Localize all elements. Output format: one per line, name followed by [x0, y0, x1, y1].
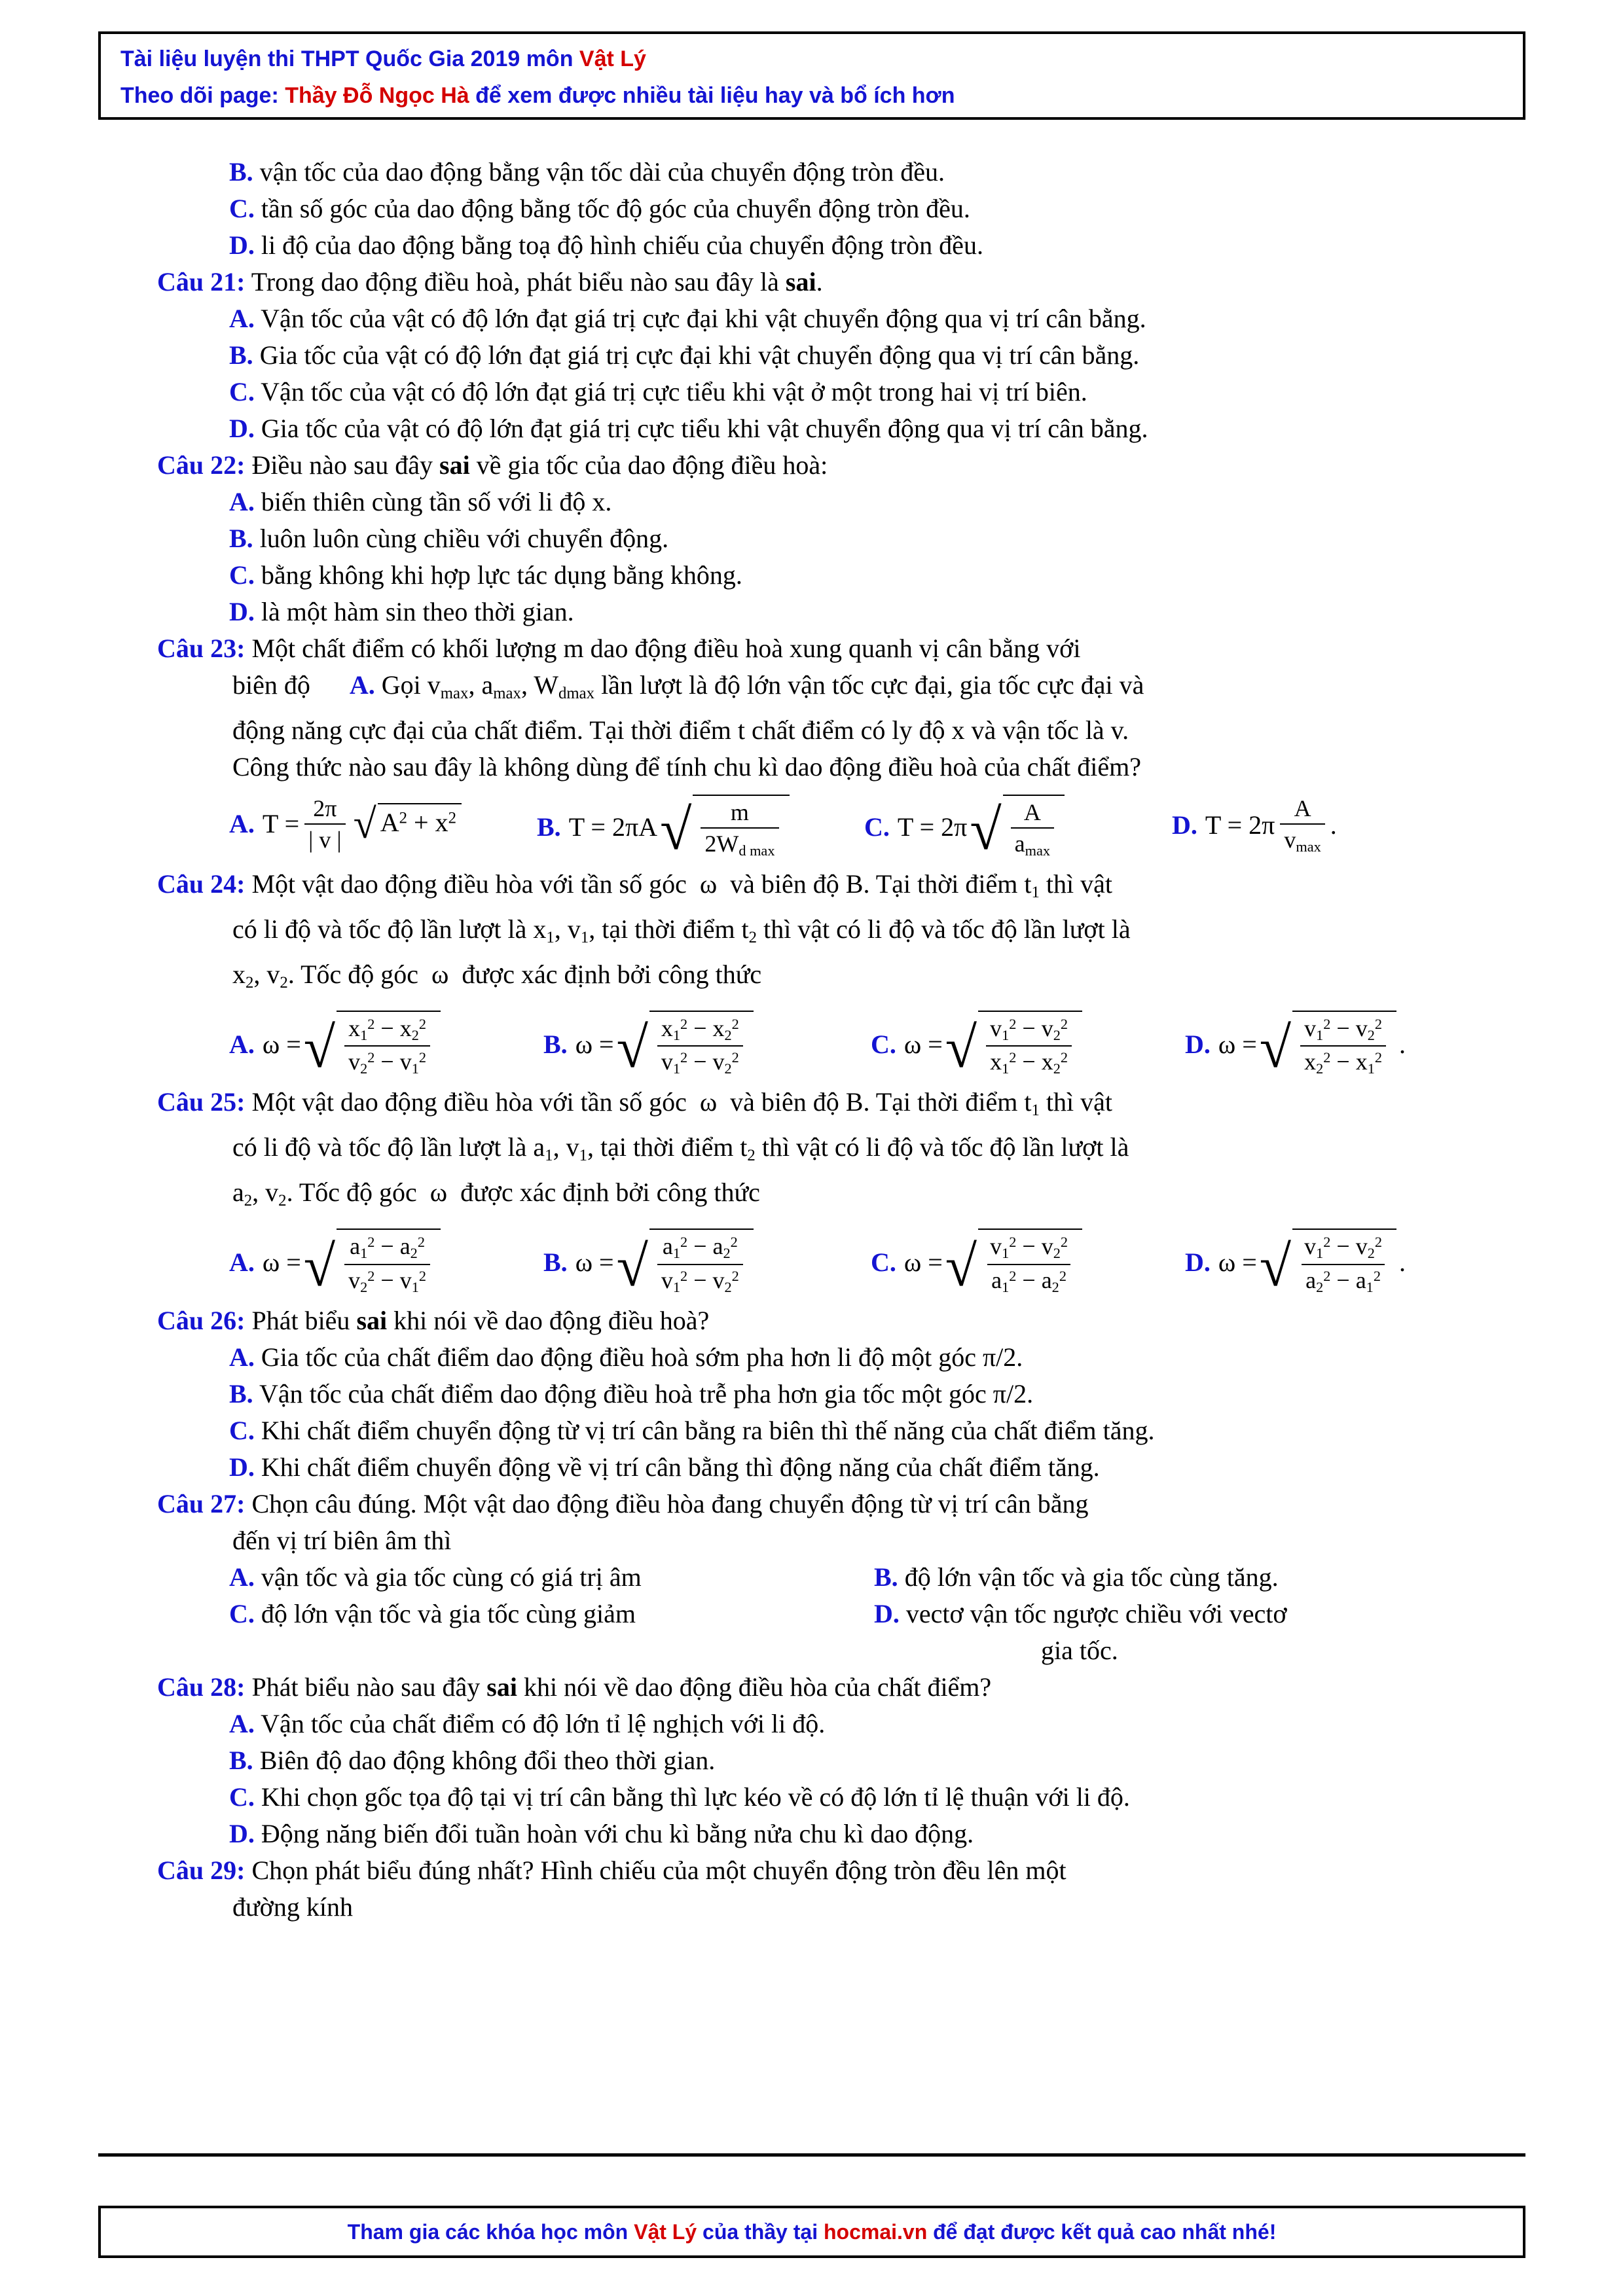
sqrt [303, 1011, 441, 1081]
option-label: B. [229, 1378, 253, 1408]
formula-option-b [543, 1229, 871, 1299]
header-line-2 [120, 77, 1523, 114]
option-row [98, 300, 1532, 337]
option-row [98, 1816, 1532, 1852]
radical-sign: √ [303, 1016, 336, 1081]
option-text: Biên độ dao động không đổi theo thời gian. [259, 1745, 716, 1775]
question-heading-22 [98, 447, 1532, 484]
fraction [657, 1014, 743, 1077]
fraction: $\frac{A}{v_{max}}$ [1280, 795, 1324, 855]
option-text: Động năng biến đổi tuần hoàn với chu kì bằng nửa chu kì dao động. [261, 1818, 974, 1848]
option-row [98, 1706, 1532, 1742]
option-text: Khi chọn gốc tọa độ tại vị trí cân bằng thì lực kéo về có độ lớn tỉ lệ thuận với li độ. [261, 1782, 1130, 1812]
option-text: Vận tốc của chất điểm dao động điều hoà trễ pha hơn gia tốc một góc π/2. [259, 1378, 1034, 1408]
option-row [98, 190, 1532, 227]
fraction [986, 1232, 1072, 1295]
question-stem-line: Chọn phát biểu đúng nhất? Hình chiếu của một chuyển động tròn đều lên một [251, 1855, 1067, 1885]
question-stem-line-2: có li độ và tốc độ lần lượt là $a_1$, $v_1$, tại thời điểm $t_2$ thì vật có li độ và tốc độ lần lượt là [232, 1132, 1129, 1165]
option-row [98, 557, 1532, 594]
footer-text [348, 2220, 1277, 2244]
question-number: Câu 23: [157, 634, 246, 663]
question-stem-line-3: động năng cực đại của chất điểm. Tại thời điểm t chất điểm có ly độ x và vận tốc là v. [232, 715, 1129, 745]
option-label: A. [229, 1708, 255, 1738]
formula-label: A. [229, 1029, 255, 1059]
question-stem-tail: khi nói về dao động điều hoà? [387, 1305, 710, 1335]
header-follow-tail: để xem được nhiều tài liệu hay và bổ ích hơn [475, 83, 955, 108]
option-text: vận tốc của dao động bằng vận tốc dài của chuyển động tròn đều. [259, 157, 945, 187]
question-stem-line-2: đường kính [232, 1892, 353, 1922]
option-text: bằng không khi hợp lực tác dụng bằng không. [261, 560, 742, 590]
formula-label: B. [543, 1029, 568, 1059]
question-stem-emphasis: sai [439, 450, 470, 480]
page-footer [98, 2206, 1525, 2258]
fraction [1300, 1232, 1386, 1295]
radicand [649, 1229, 754, 1295]
formula-tail: . [1330, 810, 1337, 840]
formula-option-c [871, 1011, 1185, 1081]
formula-lhs: ω = [1218, 1029, 1257, 1059]
formula-lhs: ω = [575, 1247, 614, 1277]
option-text: li độ của dao động bằng toạ độ hình chiếu của chuyển động tròn đều. [261, 230, 983, 260]
fraction-den: $a_{max}$ [1011, 827, 1054, 859]
radicand [1292, 1229, 1396, 1295]
header-teacher-name: Thầy Đỗ Ngọc Hà [285, 83, 476, 108]
option-row [98, 594, 1532, 630]
fraction: $\frac{m}{2W_{d max}}$ [701, 798, 778, 859]
question-number: Câu 24: [157, 869, 246, 899]
question-stem-emphasis: sai [785, 267, 816, 296]
sqrt [660, 795, 789, 863]
option-text: Khi chất điểm chuyển động về vị trí cân bằng thì động năng của chất điểm tăng. [261, 1452, 1100, 1482]
option-row [98, 484, 1532, 520]
radical-sign: √ [660, 798, 692, 863]
formula-option-d [1185, 1011, 1406, 1081]
footer-site-link[interactable]: hocmai.vn [823, 2219, 928, 2244]
option-row [229, 1559, 874, 1596]
radicand [337, 1229, 441, 1295]
sqrt [945, 1011, 1082, 1081]
question-stem-line-3: $a_2$, $v_2$. Tốc độ góc ω được xác định bởi công thức [232, 1177, 760, 1210]
fraction-num: $a_1^2 - a_2^2$ [662, 1233, 738, 1262]
question-heading-27 [98, 1486, 1532, 1522]
question-heading-24 [98, 866, 1532, 911]
fraction [657, 1232, 743, 1295]
sqrt [1259, 1229, 1396, 1299]
option-row [98, 1779, 1532, 1816]
header-line-1 [120, 41, 1523, 77]
radicand [337, 1011, 441, 1077]
option-label: B. [229, 157, 253, 187]
question-heading-21 [98, 264, 1532, 300]
fraction [344, 1232, 430, 1295]
radicand: $A^2 + x^2$ [378, 803, 462, 845]
question-heading-28 [98, 1669, 1532, 1706]
formula-lhs: ω = [903, 1029, 943, 1059]
question-stem-line-2: có li độ và tốc độ lần lượt là $x_1$, $v_1$, tại thời điểm $t_2$ thì vật có li độ và tốc độ lần lượt là [232, 914, 1131, 947]
question-number: Câu 27: [157, 1488, 246, 1518]
formula-lhs: T = [897, 812, 935, 842]
fraction-den: $v_2^2 - v_1^2$ [344, 1045, 430, 1077]
option-label: D. [229, 1452, 255, 1482]
formula-label: C. [871, 1029, 896, 1059]
fraction-den: $v_1^2 - v_2^2$ [657, 1045, 743, 1077]
question-number: Câu 26: [157, 1305, 246, 1335]
formula-option-c [864, 795, 1172, 863]
option-text: Gia tốc của vật có độ lớn đạt giá trị cực đại khi vật chuyển động qua vị trí cân bằng. [259, 340, 1140, 370]
radical-sign: √ [616, 1016, 648, 1081]
question-stem-tail: . [816, 267, 823, 296]
question-stem: Phát biểu nào sau đây [251, 1672, 487, 1702]
option-text: luôn luôn cùng chiều với chuyển động. [259, 524, 669, 553]
option-row [874, 1596, 1519, 1632]
question-stem-line: Một vật dao động điều hòa với tần số góc ω và biên độ B. Tại thời điểm $t_1$ thì vật [251, 1087, 1113, 1120]
formula-coef: 2πA [611, 812, 658, 842]
header-title-plain: Tài liệu luyện thi THPT Quốc Gia 2019 môn [120, 46, 579, 71]
sqrt [616, 1011, 754, 1081]
option-label: B. [229, 1745, 253, 1775]
formula-option-c [871, 1229, 1185, 1299]
option-row [98, 227, 1532, 264]
formula-coef: 2π [1249, 810, 1275, 840]
formula-label: D. [1172, 810, 1197, 840]
option-label: A. [229, 1342, 255, 1372]
radical-sign: √ [945, 1016, 977, 1081]
option-label: A. [229, 1562, 255, 1592]
option-row [98, 1376, 1532, 1412]
radical-sign: √ [1259, 1016, 1292, 1081]
fraction-den: $x_1^2 - x_2^2$ [986, 1045, 1072, 1077]
radicand [978, 1011, 1082, 1077]
question-number: Câu 29: [157, 1855, 246, 1885]
option-row [98, 1339, 1532, 1376]
formula-row-q24 [98, 1011, 1532, 1081]
option-text: là một hàm sin theo thời gian. [261, 597, 574, 626]
option-label: B. [874, 1562, 898, 1592]
header-follow-label: Theo dõi page: [120, 83, 285, 108]
option-text: Gia tốc của chất điểm dao động điều hoà sớm pha hơn li độ một góc π/2. [261, 1342, 1023, 1372]
option-text: Khi chất điểm chuyển động từ vị trí cân bằng ra biên thì thế năng của chất điểm tăng. [261, 1415, 1155, 1445]
option-row-pair [98, 1559, 1532, 1596]
formula-label: A. [229, 809, 255, 839]
question-stem-line-4: Công thức nào sau đây là không dùng để tính chu kì dao động điều hoà của chất điểm? [232, 751, 1142, 781]
fraction-num: $a_1^2 - a_2^2$ [350, 1233, 425, 1262]
question-stem-line: Một vật dao động điều hòa với tần số góc ω và biên độ B. Tại thời điểm $t_1$ thì vật [251, 869, 1113, 902]
footer-divider [98, 2153, 1525, 2157]
option-text: Gia tốc của vật có độ lớn đạt giá trị cực tiểu khi vật chuyển động qua vị trí cân bằng. [261, 414, 1148, 443]
formula-label: B. [543, 1247, 568, 1277]
fraction-num: $x_1^2 - x_2^2$ [661, 1014, 739, 1044]
fraction-den: $a_1^2 - a_2^2$ [987, 1264, 1070, 1296]
formula-lhs: ω = [903, 1247, 943, 1277]
formula-option-a [229, 1011, 543, 1081]
option-row [98, 374, 1532, 410]
formula-option-d [1172, 795, 1337, 855]
formula-tail: . [1399, 1247, 1406, 1277]
footer-part-2: của thầy tại [697, 2219, 824, 2244]
radical-sign: √ [303, 1234, 336, 1299]
formula-lhs: ω = [262, 1247, 301, 1277]
option-label: C. [229, 1782, 255, 1812]
sqrt [1259, 1011, 1396, 1081]
question-number: Câu 22: [157, 450, 246, 480]
option-label: A. [229, 487, 255, 516]
option-text: tần số góc của dao động bằng tốc độ góc của chuyển động tròn đều. [261, 194, 970, 223]
formula-label: D. [1185, 1029, 1211, 1059]
option-text: Vận tốc của vật có độ lớn đạt giá trị cực tiểu khi vật ở một trong hai vị trí biên. [261, 377, 1087, 406]
header-title-subject: Vật Lý [579, 46, 646, 71]
fraction: $\frac{2\pi}{| v |}$ [304, 795, 345, 853]
option-row [98, 154, 1532, 190]
option-row [229, 1596, 874, 1632]
question-stem: Phát biểu [251, 1305, 357, 1335]
radicand [649, 1011, 754, 1077]
option-label: D. [229, 1818, 255, 1848]
fraction-num: $v_1^2 - v_2^2$ [990, 1014, 1068, 1044]
question-heading-25 [98, 1084, 1532, 1129]
radicand [1292, 1011, 1396, 1077]
option-label: C. [229, 1598, 255, 1628]
fraction-den: $v_2^2 - v_1^2$ [344, 1264, 430, 1296]
fraction-den: $v_{max}$ [1280, 823, 1324, 855]
fraction: $\frac{A}{a_{max}}$ [1011, 798, 1054, 859]
question-stem-tail: khi nói về dao động điều hòa của chất điểm? [517, 1672, 992, 1702]
question-heading-26 [98, 1302, 1532, 1339]
fraction-den: $x_2^2 - x_1^2$ [1300, 1045, 1386, 1077]
option-row [98, 410, 1532, 447]
formula-coef: 2π [941, 812, 968, 842]
option-label: D. [229, 414, 255, 443]
radicand [1003, 795, 1065, 859]
option-label: D. [229, 597, 255, 626]
option-row [98, 1449, 1532, 1486]
option-label: D. [229, 230, 255, 260]
document-body [98, 154, 1532, 1926]
option-label: C. [229, 194, 255, 223]
footer-part-1: Tham gia các khóa học môn [347, 2219, 634, 2244]
option-label: B. [229, 340, 253, 370]
radical-sign: √ [616, 1234, 648, 1299]
formula-label: A. [229, 1247, 255, 1277]
fraction [344, 1014, 430, 1077]
option-row [98, 1412, 1532, 1449]
question-stem-emphasis: sai [356, 1305, 388, 1335]
formula-row-q25 [98, 1229, 1532, 1299]
question-stem-line-3: $x_2$, $v_2$. Tốc độ góc ω được xác định bởi công thức [232, 960, 762, 992]
formula-label: C. [864, 812, 890, 842]
formula-row-q23 [98, 795, 1532, 863]
radical-sign: √ [945, 1234, 977, 1299]
formula-tail: . [1399, 1029, 1406, 1059]
formula-option-b [543, 1011, 871, 1081]
option-text: Vận tốc của vật có độ lớn đạt giá trị cực đại khi vật chuyển động qua vị trí cân bằng. [261, 304, 1146, 333]
fraction-den: $2W_{d max}$ [701, 827, 778, 859]
formula-lhs: ω = [575, 1029, 614, 1059]
option-text: độ lớn vận tốc và gia tốc cùng giảm [261, 1598, 636, 1628]
option-row [874, 1559, 1519, 1596]
option-text: vận tốc và gia tốc cùng có giá trị âm [261, 1562, 642, 1592]
sqrt [353, 800, 462, 847]
question-number: Câu 21: [157, 267, 246, 296]
formula-label: D. [1185, 1247, 1211, 1277]
option-text: độ lớn vận tốc và gia tốc cùng tăng. [904, 1562, 1279, 1592]
formula-option-a [229, 1229, 543, 1299]
option-label: B. [229, 524, 253, 553]
radical-sign: √ [353, 800, 376, 847]
radicand [693, 795, 789, 859]
question-stem-line: Một chất điểm có khối lượng m dao động điều hoà xung quanh vị cân bằng với [251, 634, 1081, 663]
page-header [98, 31, 1525, 120]
question-stem-line-2: biên độ A. Gọi $v_{max}$, $a_{max}$, $W_{dmax}$ lần lượt là độ lớn vận tốc cực đại, gia tốc cực đại và [232, 670, 1144, 702]
formula-lhs: T = [568, 812, 606, 842]
fraction [986, 1014, 1072, 1077]
fraction-den: $v_1^2 - v_2^2$ [657, 1264, 743, 1296]
footer-part-3: để đạt được kết quả cao nhất nhé! [927, 2219, 1277, 2244]
option-row [98, 337, 1532, 374]
option-label: A. [229, 304, 255, 333]
option-label: D. [874, 1598, 900, 1628]
option-text: Vận tốc của chất điểm có độ lớn tỉ lệ nghịch với li độ. [261, 1708, 826, 1738]
option-row-pair [98, 1596, 1532, 1632]
sqrt [303, 1229, 441, 1299]
formula-lhs: ω = [262, 1029, 301, 1059]
footer-subject: Vật Lý [634, 2219, 697, 2244]
option-row [98, 1742, 1532, 1779]
question-number: Câu 28: [157, 1672, 246, 1702]
fraction-num: $x_1^2 - x_2^2$ [348, 1014, 427, 1044]
fraction-num: $v_1^2 - v_2^2$ [1304, 1014, 1383, 1044]
formula-lhs: ω = [1218, 1247, 1257, 1277]
question-stem: Điều nào sau đây [251, 450, 440, 480]
sqrt [616, 1229, 754, 1299]
formula-option-a [229, 795, 537, 853]
sqrt [970, 795, 1065, 863]
formula-label: B. [537, 812, 561, 842]
formula-label: C. [871, 1247, 896, 1277]
formula-option-d [1185, 1229, 1406, 1299]
question-stem-line-2: đến vị trí biên âm thì [232, 1525, 452, 1555]
radicand [978, 1229, 1082, 1295]
question-number: Câu 25: [157, 1087, 246, 1117]
option-row [98, 520, 1532, 557]
question-stem-tail: về gia tốc của dao động điều hoà: [469, 450, 828, 480]
fraction-num: $v_1^2 - v_2^2$ [1304, 1233, 1383, 1262]
option-text: biến thiên cùng tần số với li độ x. [261, 487, 612, 516]
fraction-num: $v_1^2 - v_2^2$ [990, 1233, 1068, 1262]
radical-sign: √ [970, 798, 1002, 863]
question-heading-23 [98, 630, 1532, 667]
fraction [1300, 1014, 1386, 1077]
formula-lhs: T = [262, 809, 300, 839]
formula-lhs: T = [1205, 810, 1243, 840]
option-text: vectơ vận tốc ngược chiều với vectơ [905, 1598, 1287, 1628]
question-heading-29 [98, 1852, 1532, 1889]
option-text-continuation: gia tốc. [1041, 1635, 1118, 1665]
question-stem-emphasis: sai [486, 1672, 517, 1702]
fraction-den: $a_2^2 - a_1^2$ [1302, 1264, 1385, 1296]
option-label: C. [229, 560, 255, 590]
option-label: C. [229, 377, 255, 406]
question-stem-line: Chọn câu đúng. Một vật dao động điều hòa đang chuyển động từ vị trí cân bằng [251, 1488, 1089, 1518]
sqrt [945, 1229, 1082, 1299]
question-stem: Trong dao động điều hoà, phát biểu nào sau đây là [251, 267, 786, 296]
formula-option-b [537, 795, 864, 863]
option-label: C. [229, 1415, 255, 1445]
radical-sign: √ [1259, 1234, 1292, 1299]
